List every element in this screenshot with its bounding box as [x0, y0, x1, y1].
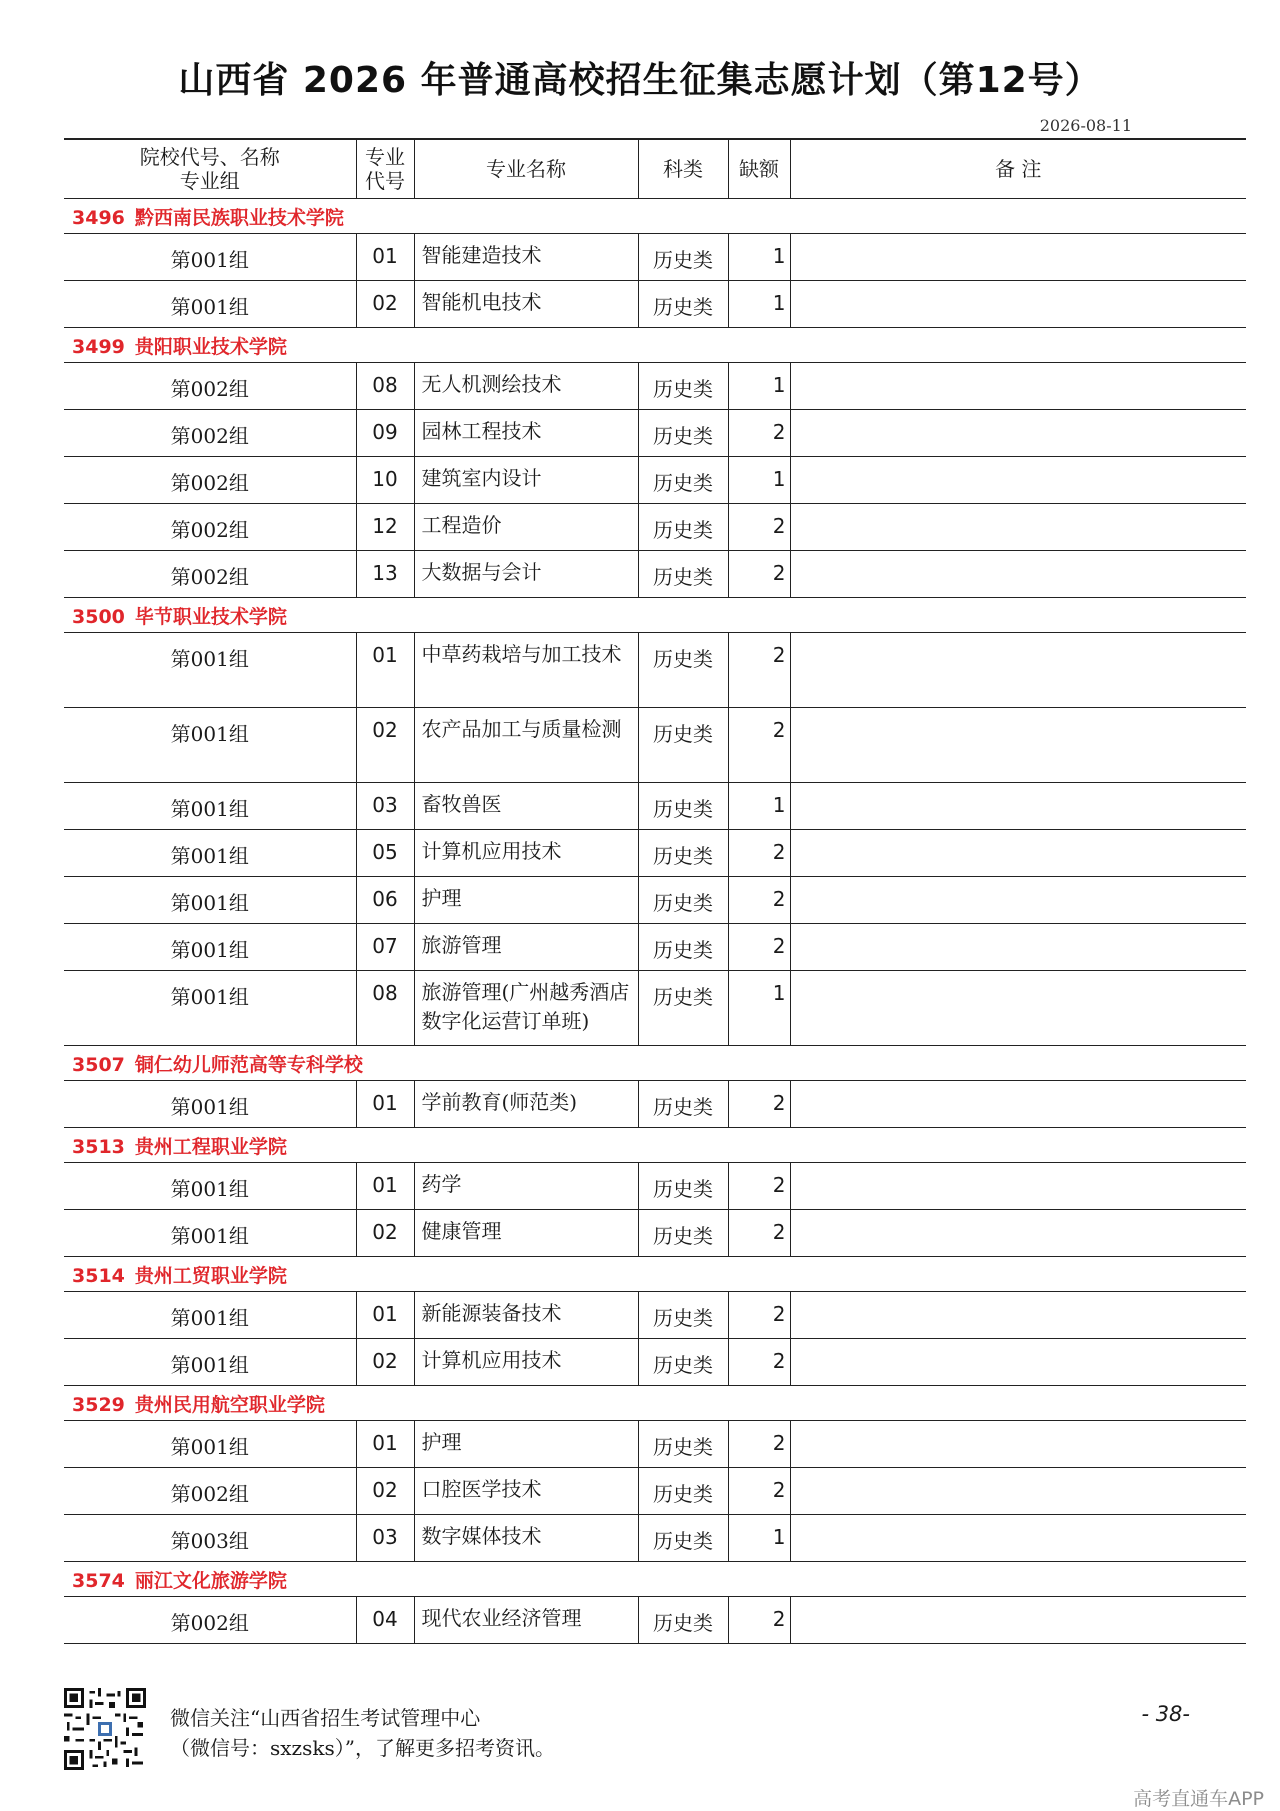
table-body — [64, 199, 1246, 1644]
college-code: 3574 — [72, 1569, 125, 1592]
cell-category: 历史类 — [638, 877, 728, 924]
cell-major-name: 计算机应用技术 — [414, 830, 638, 877]
cell-major-code: 01 — [356, 1292, 414, 1339]
cell-category: 历史类 — [638, 504, 728, 551]
cell-major-code: 04 — [356, 1597, 414, 1644]
cell-major-code: 01 — [356, 234, 414, 281]
cell-major-code: 02 — [356, 281, 414, 328]
wechat-follow-line2: （微信号：sxzsks）”，了解更多招考资讯。 — [170, 1736, 555, 1760]
table-row — [64, 234, 1246, 281]
cell-major-name: 工程造价 — [414, 504, 638, 551]
college-row — [64, 1386, 1246, 1421]
document-date: 2026-08-11 — [1039, 116, 1132, 135]
college-name: 贵州工程职业学院 — [134, 1135, 287, 1158]
table-row — [64, 633, 1246, 708]
cell-group: 第001组 — [64, 877, 356, 924]
college-row — [64, 1257, 1246, 1292]
college-name: 丽江文化旅游学院 — [134, 1569, 287, 1592]
cell-note — [790, 1597, 1246, 1644]
cell-major-name: 健康管理 — [414, 1210, 638, 1257]
cell-major-name: 护理 — [414, 1421, 638, 1468]
cell-vacancy: 2 — [728, 1081, 790, 1128]
cell-major-name: 农产品加工与质量检测 — [414, 708, 638, 783]
college-code: 3507 — [72, 1053, 125, 1076]
cell-vacancy: 2 — [728, 830, 790, 877]
college-name: 黔西南民族职业技术学院 — [134, 206, 344, 229]
cell-vacancy: 1 — [728, 363, 790, 410]
table-row — [64, 924, 1246, 971]
table-row — [64, 504, 1246, 551]
cell-major-name: 建筑室内设计 — [414, 457, 638, 504]
table-row — [64, 281, 1246, 328]
college-code: 3500 — [72, 605, 125, 628]
cell-category: 历史类 — [638, 971, 728, 1046]
cell-major-name: 计算机应用技术 — [414, 1339, 638, 1386]
table-row — [64, 551, 1246, 598]
cell-major-code: 03 — [356, 1515, 414, 1562]
cell-vacancy: 2 — [728, 551, 790, 598]
cell-category: 历史类 — [638, 783, 728, 830]
header-category: 科类 — [638, 139, 728, 199]
college-heading — [64, 1046, 1246, 1081]
college-code: 3514 — [72, 1264, 125, 1287]
cell-major-name: 旅游管理 — [414, 924, 638, 971]
cell-category: 历史类 — [638, 1597, 728, 1644]
cell-category: 历史类 — [638, 234, 728, 281]
college-name: 铜仁幼儿师范高等专科学校 — [134, 1053, 363, 1076]
cell-major-name: 园林工程技术 — [414, 410, 638, 457]
cell-category: 历史类 — [638, 363, 728, 410]
wechat-follow-line1: 微信关注“山西省招生考试管理中心 — [170, 1706, 481, 1730]
cell-category: 历史类 — [638, 1292, 728, 1339]
cell-major-code: 05 — [356, 830, 414, 877]
cell-major-code: 08 — [356, 363, 414, 410]
cell-major-code: 02 — [356, 1468, 414, 1515]
cell-vacancy: 2 — [728, 1163, 790, 1210]
cell-vacancy: 2 — [728, 877, 790, 924]
cell-vacancy: 1 — [728, 234, 790, 281]
table-row — [64, 1339, 1246, 1386]
table-row — [64, 1421, 1246, 1468]
cell-group: 第003组 — [64, 1515, 356, 1562]
cell-note — [790, 1081, 1246, 1128]
table-row — [64, 1515, 1246, 1562]
cell-group: 第001组 — [64, 971, 356, 1046]
cell-major-name: 数字媒体技术 — [414, 1515, 638, 1562]
college-row — [64, 199, 1246, 234]
cell-major-code: 08 — [356, 971, 414, 1046]
cell-note — [790, 1515, 1246, 1562]
cell-major-name: 畜牧兽医 — [414, 783, 638, 830]
cell-major-code: 01 — [356, 1421, 414, 1468]
cell-group: 第001组 — [64, 783, 356, 830]
cell-category: 历史类 — [638, 457, 728, 504]
college-code: 3496 — [72, 206, 125, 229]
cell-vacancy: 2 — [728, 1292, 790, 1339]
cell-note — [790, 1292, 1246, 1339]
cell-vacancy: 2 — [728, 1339, 790, 1386]
cell-category: 历史类 — [638, 708, 728, 783]
table-row — [64, 1163, 1246, 1210]
cell-major-name: 学前教育(师范类) — [414, 1081, 638, 1128]
college-name: 贵州民用航空职业学院 — [134, 1393, 325, 1416]
header-college-group — [64, 139, 356, 199]
cell-major-name: 现代农业经济管理 — [414, 1597, 638, 1644]
cell-major-code: 03 — [356, 783, 414, 830]
table-row — [64, 708, 1246, 783]
cell-note — [790, 410, 1246, 457]
cell-vacancy: 2 — [728, 1597, 790, 1644]
cell-note — [790, 234, 1246, 281]
cell-group: 第001组 — [64, 1163, 356, 1210]
cell-note — [790, 1421, 1246, 1468]
cell-note — [790, 633, 1246, 708]
cell-major-name: 旅游管理(广州越秀酒店数字化运营订单班) — [414, 971, 638, 1046]
cell-vacancy: 1 — [728, 971, 790, 1046]
table-row — [64, 1597, 1246, 1644]
college-heading — [64, 199, 1246, 234]
cell-group: 第002组 — [64, 551, 356, 598]
cell-major-code: 09 — [356, 410, 414, 457]
cell-category: 历史类 — [638, 410, 728, 457]
page-number: - 38- — [1141, 1702, 1190, 1726]
cell-group: 第001组 — [64, 1210, 356, 1257]
header-code-line1: 专业 — [365, 145, 405, 169]
cell-vacancy: 1 — [728, 783, 790, 830]
cell-group: 第001组 — [64, 1292, 356, 1339]
cell-major-name: 新能源装备技术 — [414, 1292, 638, 1339]
table-row — [64, 783, 1246, 830]
cell-category: 历史类 — [638, 1081, 728, 1128]
college-heading — [64, 598, 1246, 633]
cell-category: 历史类 — [638, 281, 728, 328]
college-heading — [64, 328, 1246, 363]
college-heading — [64, 1257, 1246, 1292]
cell-major-code: 10 — [356, 457, 414, 504]
cell-note — [790, 363, 1246, 410]
cell-group: 第001组 — [64, 1081, 356, 1128]
cell-category: 历史类 — [638, 1210, 728, 1257]
cell-major-name: 药学 — [414, 1163, 638, 1210]
table-row — [64, 1292, 1246, 1339]
cell-major-name: 护理 — [414, 877, 638, 924]
cell-group: 第001组 — [64, 633, 356, 708]
cell-note — [790, 830, 1246, 877]
cell-vacancy: 2 — [728, 924, 790, 971]
cell-category: 历史类 — [638, 551, 728, 598]
header-college-line1: 院校代号、名称 — [139, 145, 280, 169]
cell-note — [790, 457, 1246, 504]
cell-major-code: 01 — [356, 1081, 414, 1128]
cell-major-name: 口腔医学技术 — [414, 1468, 638, 1515]
cell-major-name: 中草药栽培与加工技术 — [414, 633, 638, 708]
cell-note — [790, 877, 1246, 924]
cell-major-code: 02 — [356, 1339, 414, 1386]
cell-category: 历史类 — [638, 1339, 728, 1386]
cell-major-name: 智能建造技术 — [414, 234, 638, 281]
cell-vacancy: 2 — [728, 1421, 790, 1468]
cell-category: 历史类 — [638, 1421, 728, 1468]
header-code-line2: 代号 — [365, 169, 405, 193]
cell-major-code: 12 — [356, 504, 414, 551]
cell-major-code: 13 — [356, 551, 414, 598]
college-row — [64, 328, 1246, 363]
cell-group: 第002组 — [64, 504, 356, 551]
cell-note — [790, 708, 1246, 783]
cell-category: 历史类 — [638, 830, 728, 877]
cell-group: 第002组 — [64, 1468, 356, 1515]
cell-note — [790, 1163, 1246, 1210]
cell-major-code: 01 — [356, 633, 414, 708]
cell-major-name: 无人机测绘技术 — [414, 363, 638, 410]
cell-major-name: 大数据与会计 — [414, 551, 638, 598]
college-row — [64, 1562, 1246, 1597]
cell-category: 历史类 — [638, 633, 728, 708]
college-heading — [64, 1562, 1246, 1597]
table-row — [64, 877, 1246, 924]
table-row — [64, 1081, 1246, 1128]
college-code: 3513 — [72, 1135, 125, 1158]
cell-note — [790, 924, 1246, 971]
college-row — [64, 1128, 1246, 1163]
table-row — [64, 1468, 1246, 1515]
cell-group: 第002组 — [64, 1597, 356, 1644]
cell-note — [790, 504, 1246, 551]
college-name: 贵阳职业技术学院 — [134, 335, 287, 358]
enrollment-plan-table — [64, 138, 1246, 1644]
table-row — [64, 457, 1246, 504]
cell-group: 第001组 — [64, 281, 356, 328]
app-watermark: 高考直通车APP — [1133, 1788, 1264, 1810]
header-college-line2: 专业组 — [179, 169, 240, 193]
college-heading — [64, 1386, 1246, 1421]
cell-note — [790, 1210, 1246, 1257]
cell-group: 第002组 — [64, 457, 356, 504]
page-footer — [64, 1688, 1246, 1778]
cell-major-name: 智能机电技术 — [414, 281, 638, 328]
cell-category: 历史类 — [638, 1515, 728, 1562]
cell-group: 第001组 — [64, 234, 356, 281]
college-name: 毕节职业技术学院 — [134, 605, 287, 628]
table-row — [64, 830, 1246, 877]
page-title: 山西省 2026 年普通高校招生征集志愿计划（第12号） — [178, 60, 1102, 101]
cell-vacancy: 2 — [728, 1468, 790, 1515]
header-major-name: 专业名称 — [414, 139, 638, 199]
cell-vacancy: 1 — [728, 457, 790, 504]
college-code: 3499 — [72, 335, 125, 358]
cell-note — [790, 281, 1246, 328]
cell-note — [790, 1339, 1246, 1386]
college-heading — [64, 1128, 1246, 1163]
header-major-code — [356, 139, 414, 199]
cell-major-code: 06 — [356, 877, 414, 924]
cell-group: 第001组 — [64, 1339, 356, 1386]
cell-vacancy: 2 — [728, 1210, 790, 1257]
cell-note — [790, 551, 1246, 598]
cell-vacancy: 2 — [728, 504, 790, 551]
cell-group: 第002组 — [64, 410, 356, 457]
table-row — [64, 971, 1246, 1046]
cell-category: 历史类 — [638, 1468, 728, 1515]
table-header-row — [64, 139, 1246, 199]
cell-major-code: 02 — [356, 708, 414, 783]
cell-note — [790, 1468, 1246, 1515]
college-name: 贵州工贸职业学院 — [134, 1264, 287, 1287]
table-row — [64, 363, 1246, 410]
header-note: 备 注 — [790, 139, 1246, 199]
cell-vacancy: 1 — [728, 1515, 790, 1562]
cell-group: 第001组 — [64, 830, 356, 877]
cell-category: 历史类 — [638, 1163, 728, 1210]
cell-group: 第001组 — [64, 924, 356, 971]
cell-vacancy: 2 — [728, 708, 790, 783]
qr-code-icon — [64, 1688, 146, 1770]
cell-group: 第001组 — [64, 708, 356, 783]
cell-vacancy: 1 — [728, 281, 790, 328]
table-row — [64, 1210, 1246, 1257]
table-row — [64, 410, 1246, 457]
cell-vacancy: 2 — [728, 633, 790, 708]
cell-vacancy: 2 — [728, 410, 790, 457]
college-row — [64, 1046, 1246, 1081]
header-vacancy: 缺额 — [728, 139, 790, 199]
college-code: 3529 — [72, 1393, 125, 1416]
cell-group: 第002组 — [64, 363, 356, 410]
cell-note — [790, 971, 1246, 1046]
cell-major-code: 02 — [356, 1210, 414, 1257]
cell-category: 历史类 — [638, 924, 728, 971]
cell-major-code: 01 — [356, 1163, 414, 1210]
cell-note — [790, 783, 1246, 830]
cell-group: 第001组 — [64, 1421, 356, 1468]
cell-major-code: 07 — [356, 924, 414, 971]
college-row — [64, 598, 1246, 633]
